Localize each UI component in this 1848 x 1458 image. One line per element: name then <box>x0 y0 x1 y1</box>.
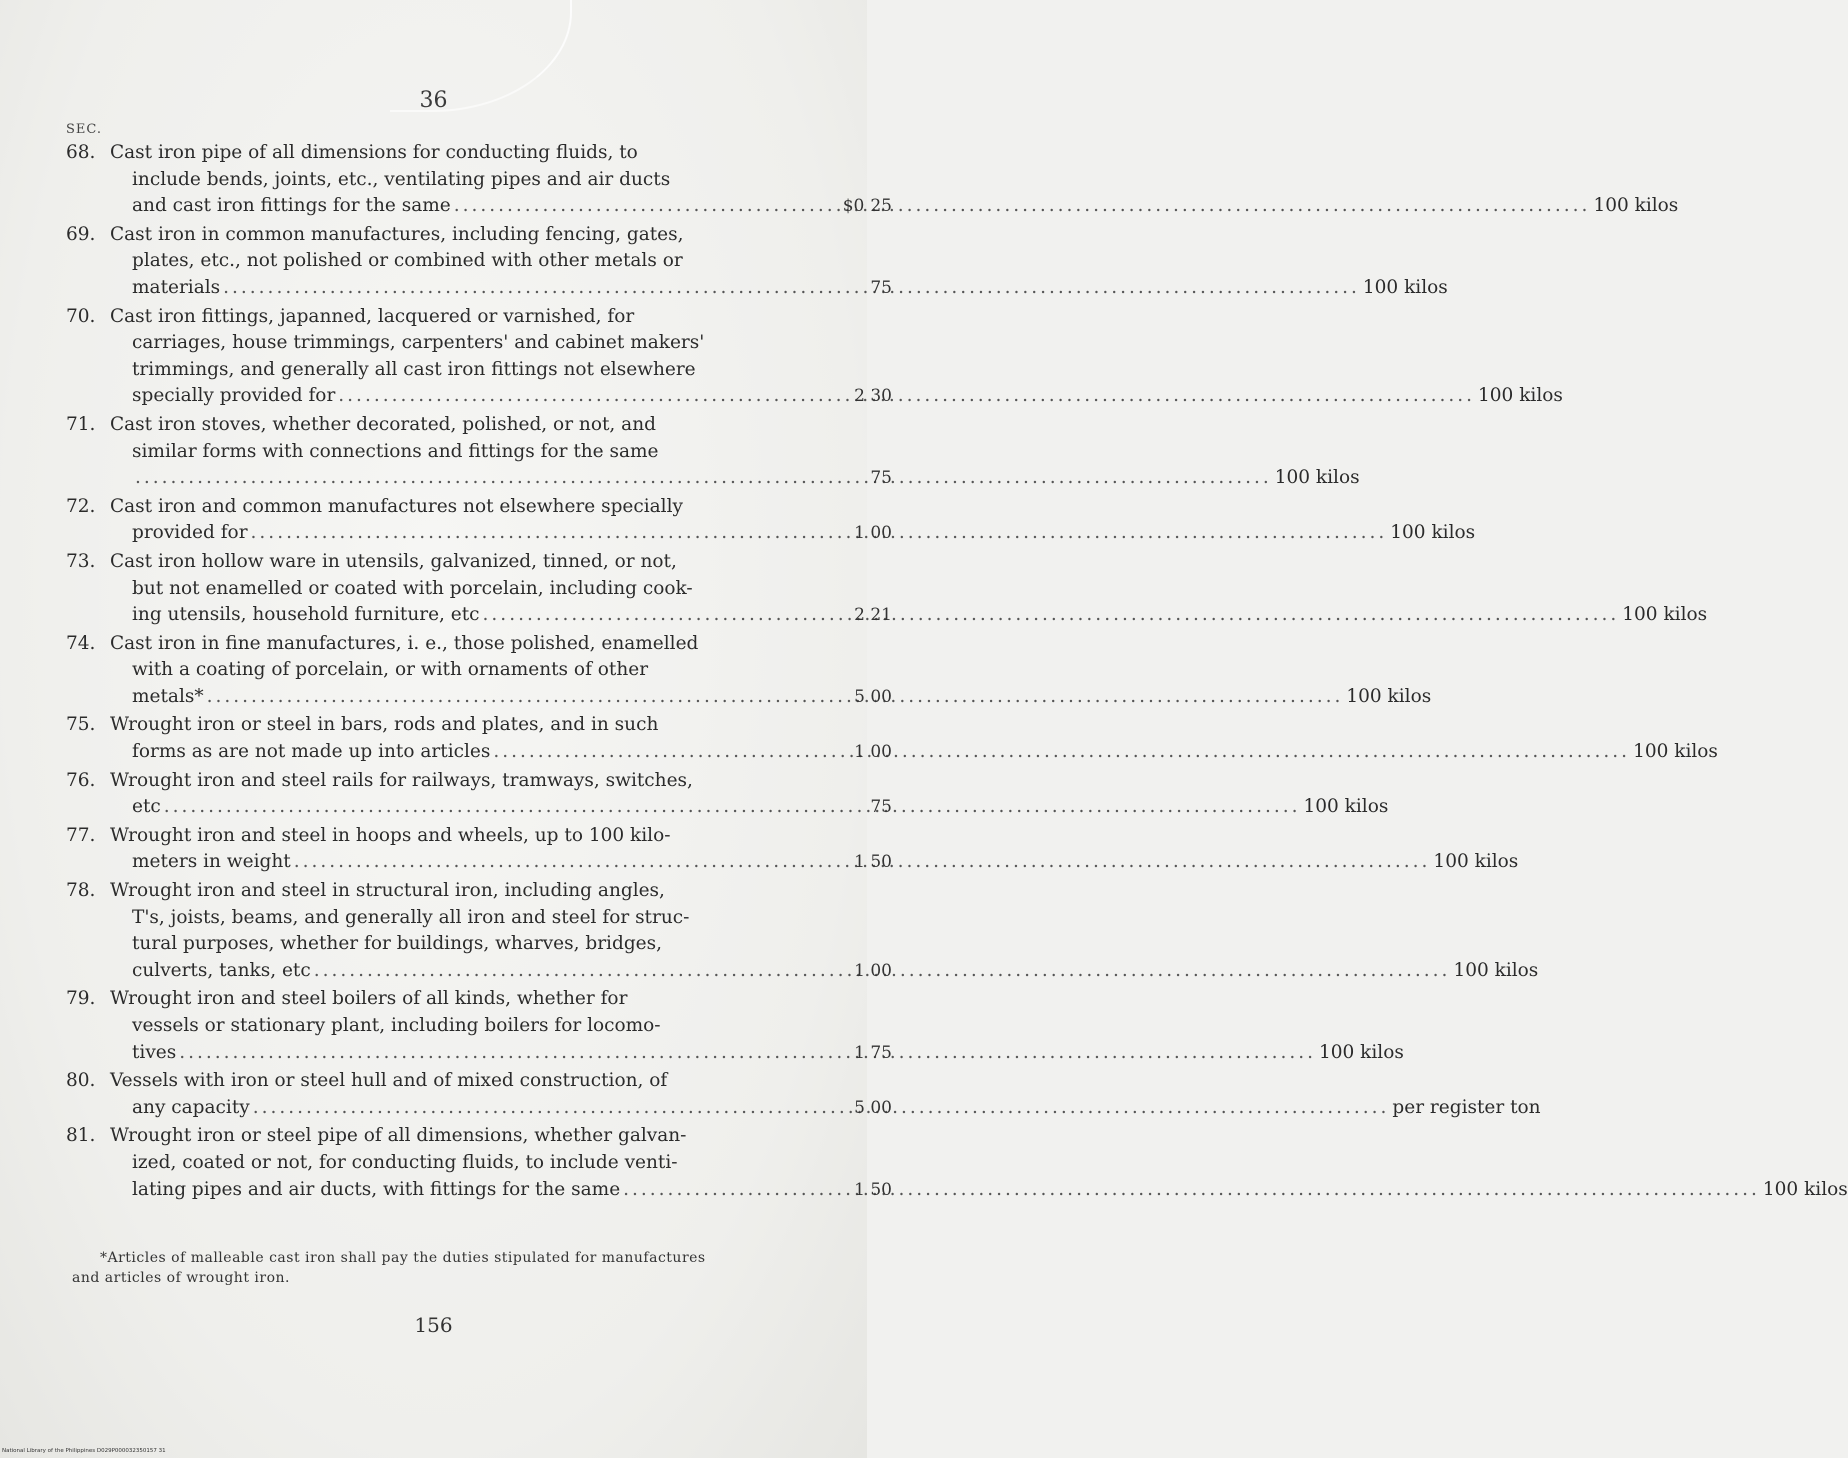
item-last-line <box>66 275 1448 302</box>
item-text: metals* <box>132 685 204 707</box>
item-number: 73. <box>66 550 96 572</box>
item-last-line <box>66 1177 1848 1204</box>
item-text: etc <box>132 796 161 818</box>
item-text-line <box>66 986 826 1013</box>
tariff-item <box>66 1068 1541 1121</box>
item-text: ized, coated or not, for conducting fluids, to include venti- <box>132 1151 678 1173</box>
rate-value: 2 30 <box>854 386 892 407</box>
scan-credit: National Library of the Philippines D029P000032350157 31 <box>2 1448 166 1454</box>
item-text: plates, etc., not polished or combined with other metals or <box>132 250 683 272</box>
item-number: 81. <box>66 1125 96 1147</box>
item-text: Cast iron in common manufactures, including fencing, gates, <box>110 223 684 245</box>
item-unit: 100 kilos <box>1622 604 1708 626</box>
item-text-line <box>66 631 826 658</box>
rate-value: 1 00 <box>854 960 892 981</box>
rate-value: 1 75 <box>854 1042 892 1063</box>
item-text: Wrought iron and steel boilers of all kinds, whether for <box>110 988 628 1010</box>
item-text-line <box>66 1123 826 1150</box>
item-unit: 100 kilos <box>1362 276 1448 298</box>
dot-leader <box>493 739 1630 766</box>
dot-leader <box>253 1095 1390 1122</box>
tariff-item <box>66 878 1539 984</box>
tariff-item <box>66 304 1563 410</box>
page-number-top: 36 <box>419 88 448 113</box>
item-text: materials <box>132 276 221 298</box>
item-text: Cast iron fittings, japanned, lacquered or varnished, for <box>110 305 635 327</box>
item-text: T's, joists, beams, and generally all iron and steel for struc- <box>132 906 690 928</box>
item-rate <box>826 849 892 876</box>
item-text: Wrought iron or steel in bars, rods and plates, and in such <box>110 714 659 736</box>
item-rate <box>826 684 892 711</box>
item-text-line <box>66 357 826 384</box>
item-number: 79. <box>66 988 96 1010</box>
item-text: and cast iron fittings for the same <box>132 195 451 217</box>
item-unit: 100 kilos <box>1303 796 1389 818</box>
item-rate <box>826 465 892 492</box>
tariff-item <box>66 222 1448 302</box>
item-rate <box>826 1095 892 1122</box>
item-text-line <box>66 823 826 850</box>
item-last-line <box>66 794 1389 821</box>
item-number: 72. <box>66 495 96 517</box>
item-text-line <box>66 167 826 194</box>
dot-leader <box>454 193 1591 220</box>
item-text: carriages, house trimmings, carpenters' and cabinet makers' <box>132 332 705 354</box>
item-last-line <box>66 1040 1404 1067</box>
item-text-line <box>66 439 826 466</box>
item-text-line <box>66 878 826 905</box>
item-text: Cast iron hollow ware in utensils, galvanized, tinned, or not, <box>110 550 677 572</box>
item-text: Cast iron pipe of all dimensions for conducting fluids, to <box>110 142 638 163</box>
item-text: trimmings, and generally all cast iron fittings not elsewhere <box>132 358 696 380</box>
item-unit: 100 kilos <box>1274 467 1360 489</box>
rate-value: 5 00 <box>854 1097 892 1118</box>
item-unit: 100 kilos <box>1762 1178 1848 1200</box>
footnote-line-1: *Articles of malleable cast iron shall pay the duties stipulated for manufactures <box>100 1250 706 1266</box>
item-last-line <box>66 383 1563 410</box>
item-text: specially provided for <box>132 385 336 407</box>
item-text: Cast iron in fine manufactures, i. e., those polished, enamelled <box>110 632 699 654</box>
item-unit: 100 kilos <box>1390 522 1476 544</box>
item-text-line <box>66 931 826 958</box>
item-text-line <box>66 712 826 739</box>
item-unit: per register ton <box>1392 1096 1541 1118</box>
item-rate <box>826 383 892 410</box>
item-number: 77. <box>66 824 96 846</box>
item-unit: 100 kilos <box>1453 959 1539 981</box>
item-unit: 100 kilos <box>1593 195 1679 217</box>
item-number: 80. <box>66 1070 96 1092</box>
tariff-item <box>66 712 1718 765</box>
section-label: SEC. <box>66 122 103 137</box>
item-rate <box>826 1040 892 1067</box>
dot-leader <box>164 794 1301 821</box>
tariff-items-list <box>66 140 1848 1205</box>
item-rate <box>826 520 892 547</box>
item-rate <box>826 1177 892 1204</box>
rate-value: 25 <box>870 196 892 217</box>
item-text: Cast iron and common manufactures not elsewhere specially <box>110 495 683 517</box>
item-text-line <box>66 1013 826 1040</box>
item-number: 71. <box>66 413 96 435</box>
rate-value: 1 00 <box>854 742 892 763</box>
item-text: Vessels with iron or steel hull and of mixed construction, of <box>110 1070 668 1092</box>
item-text: but not enamelled or coated with porcelain, including cook- <box>132 577 693 599</box>
item-last-line <box>66 958 1539 985</box>
item-number: 76. <box>66 769 96 791</box>
tariff-item <box>66 494 1476 547</box>
item-text-line <box>66 304 826 331</box>
item-text: culverts, tanks, etc <box>132 959 311 981</box>
item-text: any capacity <box>132 1096 250 1118</box>
item-last-line <box>66 684 1432 711</box>
item-number: 74. <box>66 632 96 654</box>
item-last-line <box>66 849 1519 876</box>
dot-leader <box>179 1040 1316 1067</box>
item-number: 75. <box>66 714 96 736</box>
item-rate <box>826 193 892 220</box>
item-text-line <box>66 576 826 603</box>
item-text-line <box>66 330 826 357</box>
item-number: 69. <box>66 223 96 245</box>
item-number: 70. <box>66 305 96 327</box>
tariff-item <box>66 986 1404 1066</box>
item-text-line <box>66 412 826 439</box>
item-text: similar forms with connections and fittings for the same <box>132 440 659 462</box>
rate-value: 1 00 <box>854 523 892 544</box>
item-text-line <box>66 140 826 167</box>
item-rate <box>826 958 892 985</box>
item-text-line <box>66 1150 826 1177</box>
item-text: Wrought iron and steel in structural iron, including angles, <box>110 880 665 902</box>
item-text-line <box>66 248 826 275</box>
tariff-item <box>66 140 1679 220</box>
dot-leader <box>223 275 1360 302</box>
dot-leader <box>338 383 1475 410</box>
dot-leader <box>207 684 1344 711</box>
rate-value: 75 <box>870 468 892 489</box>
item-text-line <box>66 905 826 932</box>
tariff-item <box>66 768 1389 821</box>
item-text: tives <box>132 1041 177 1063</box>
item-text: ing utensils, household furniture, etc <box>132 604 480 626</box>
page-number-bottom: 156 <box>414 1313 453 1337</box>
item-text: include bends, joints, etc., ventilating pipes and air ducts <box>132 168 671 190</box>
item-text-line <box>66 549 826 576</box>
item-number: 78. <box>66 880 96 902</box>
item-last-line <box>66 520 1476 547</box>
dot-leader <box>251 520 1388 547</box>
footnote <box>72 1248 832 1288</box>
item-text-line <box>66 1068 826 1095</box>
dot-leader <box>483 602 1620 629</box>
dot-leader <box>623 1177 1760 1204</box>
rate-value: 1 50 <box>854 852 892 873</box>
item-text: Wrought iron or steel pipe of all dimensions, whether galvan- <box>110 1125 687 1147</box>
item-text: tural purposes, whether for buildings, wharves, bridges, <box>132 933 662 955</box>
tariff-item <box>66 549 1708 629</box>
tariff-item <box>66 412 1360 492</box>
item-text: meters in weight <box>132 851 291 873</box>
item-rate <box>826 794 892 821</box>
item-last-line <box>66 1095 1541 1122</box>
currency-symbol: $0 <box>842 196 865 217</box>
item-text-line <box>66 222 826 249</box>
item-unit: 100 kilos <box>1346 685 1432 707</box>
item-unit: 100 kilos <box>1633 741 1718 763</box>
item-rate <box>826 602 892 629</box>
rate-value: 5 00 <box>854 686 892 707</box>
rate-value: 2 21 <box>854 605 892 626</box>
item-rate <box>826 739 892 766</box>
item-text: with a coating of porcelain, or with ornaments of other <box>132 659 649 681</box>
rate-value: 75 <box>870 797 892 818</box>
item-last-line <box>66 739 1718 766</box>
item-text: forms as are not made up into articles <box>132 741 491 763</box>
item-last-line <box>66 602 1708 629</box>
rate-value: 75 <box>870 277 892 298</box>
footnote-line-2: and articles of wrought iron. <box>72 1270 290 1286</box>
item-text: lating pipes and air ducts, with fittings for the same <box>132 1178 621 1200</box>
item-rate <box>826 275 892 302</box>
item-text: Wrought iron and steel rails for railways, tramways, switches, <box>110 769 693 791</box>
item-unit: 100 kilos <box>1433 851 1519 873</box>
item-text: vessels or stationary plant, including boilers for locomo- <box>132 1015 661 1036</box>
dot-leader <box>135 465 1272 492</box>
tariff-item <box>66 823 1519 876</box>
item-text-line <box>66 657 826 684</box>
tariff-item <box>66 631 1432 711</box>
item-text-line <box>66 494 826 521</box>
item-text: Wrought iron and steel in hoops and wheels, up to 100 kilo- <box>110 824 671 846</box>
item-unit: 100 kilos <box>1318 1041 1404 1063</box>
item-unit: 100 kilos <box>1478 385 1563 407</box>
rate-value: 1 50 <box>854 1179 892 1200</box>
item-text: Cast iron stoves, whether decorated, polished, or not, and <box>110 413 656 435</box>
tariff-item <box>66 1123 1848 1203</box>
item-text: provided for <box>132 522 248 544</box>
item-text-line <box>66 768 826 795</box>
item-last-line <box>66 193 1679 220</box>
item-number: 68. <box>66 142 96 163</box>
item-last-line <box>66 465 1360 492</box>
